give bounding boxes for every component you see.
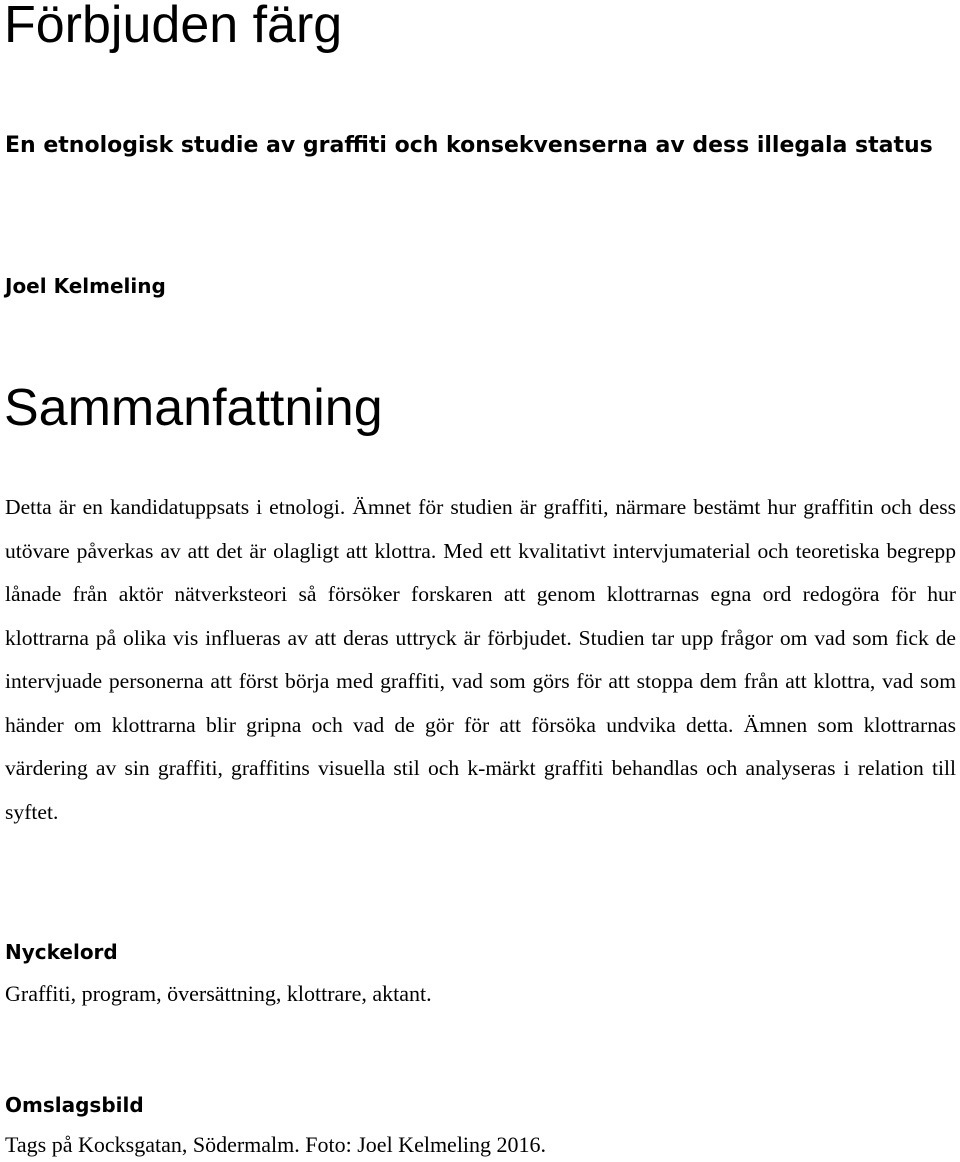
document-title: Förbjuden färg <box>4 0 343 54</box>
author-name: Joel Kelmeling <box>5 274 166 298</box>
cover-image-heading: Omslagsbild <box>5 1093 144 1117</box>
keywords-heading: Nyckelord <box>5 940 118 964</box>
abstract-text: Detta är en kandidatuppsats i etnologi. Ämnet för studien är graffiti, närmare bestämt hur graffitin och dess utövare påverkas av att det är olagligt att klottra. Med ett kvalitativt intervjumaterial och teoretiska begrepp lånade från aktör nätverksteori så försöker forskaren att genom klottrarnas egna ord redogöra för hur klottrarna på olika vis influeras av att deras uttryck är förbjudet. Studien tar upp frågor om vad som fick de intervjuade personerna att först börja med graffiti, vad som görs för att stoppa dem från att klottra, vad som händer om klottrarna blir gripna och vad de gör för att försöka undvika detta. Ämnen som klottrarnas värdering av sin graffiti, graffitins visuella stil och k-märkt graffiti behandlas och analyseras i relation till syftet. <box>5 495 956 824</box>
keywords-text: Graffiti, program, översättning, klottrare, aktant. <box>5 981 432 1006</box>
document-subtitle: En etnologisk studie av graffiti och konsekvenserna av dess illegala status <box>5 133 933 158</box>
abstract-heading: Sammanfattning <box>4 379 383 437</box>
cover-image-caption: Tags på Kocksgatan, Södermalm. Foto: Joel Kelmeling 2016. <box>5 1132 547 1157</box>
